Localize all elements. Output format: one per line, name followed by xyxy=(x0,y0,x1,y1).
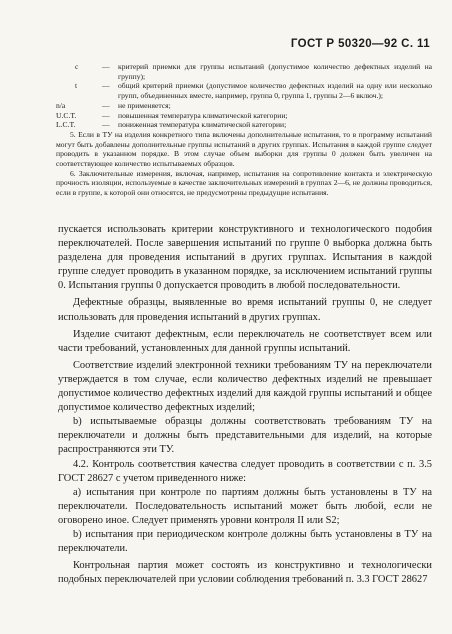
body-paragraph: Дефектные образцы, выявленные во время испытаний группы 0, не следует использовать для проведения испытаний в других группах. xyxy=(58,297,432,323)
definition-symbol: t xyxy=(75,81,78,91)
body-paragraph: Соответствие изделий электронной техники требованиям ТУ на переключатели утверждается в том случае, если количество дефектных изделий не превышает допустимое количество дефектных изделий для каждой группы испытаний и общее допустимое количество дефектных изделий; xyxy=(58,359,432,414)
body-paragraph: 4.2. Контроль соответствия качества следует проводить в соответствии с п. 3.5 ГОСТ 28627 с учетом приведенного ниже: xyxy=(58,458,432,484)
main-text xyxy=(58,223,432,587)
body-paragraph: b) испытания при периодическом контроле должны быть установлены в ТУ на переключатели. xyxy=(58,528,432,555)
definition-dash: — xyxy=(102,62,110,71)
note-paragraph: 5. Если в ТУ на изделия конкретного типа включены дополнительные испытания, то в программу испытаний могут быть добавлены дополнительные группы испытаний в других группах. Испытания в каждой группе следует проводить в указанном порядке. В этом случае объем выборки для группы 0 должен быть увеличен на соответствующее количество испытываемых образцов. xyxy=(56,129,432,169)
note-paragraph: 6. Заключительные измерения, включая, например, испытания на сопротивление контакта и электрическую прочность изоляции, используемые в качестве заключительных измерений в группах 2—6, не должны проводиться, если в группе, к которой они относятся, не предусмотрены предыдущие испытания. xyxy=(56,168,432,198)
definition-symbol: n/a xyxy=(56,100,66,110)
body-paragraph: Контрольная партия может состоять из конструктивно и технологически подобных переключателей при условии соблюдения требований п. 3.3 ГОСТ 28627 xyxy=(58,560,432,586)
definition-row xyxy=(56,101,432,111)
body-paragraph: b) испытываемые образцы должны соответствовать требованиям ТУ на переключатели и должны быть представительными для изделий, на которые распространяются эти ТУ. xyxy=(58,416,432,456)
definition-row xyxy=(56,111,432,121)
definition-text: не применяется; xyxy=(118,100,171,110)
definition-text: критерий приемки для группы испытаний (допустимое количество дефектных изделий на группу); xyxy=(118,62,432,81)
definition-text: пониженная температура климатической категории; xyxy=(118,120,287,130)
footnotes-block xyxy=(56,62,432,198)
definition-row xyxy=(56,120,432,130)
definition-dash: — xyxy=(102,81,110,91)
definition-dash: — xyxy=(102,110,110,120)
definition-symbol: L.C.T. xyxy=(56,120,76,130)
definition-symbol: U.C.T. xyxy=(56,110,77,120)
definition-dash: — xyxy=(102,120,110,130)
definition-text: общий критерий приемки (допустимое количество дефектных изделий на одну или несколько групп, объединенных вместе, например, группа 0, группа 1, группы 2—6 включ.); xyxy=(118,81,432,101)
definition-text: повышенная температура климатической категории; xyxy=(118,110,288,120)
page-header: ГОСТ Р 50320—92 С. 11 xyxy=(290,38,430,50)
body-paragraph: а) испытания при контроле по партиям должны быть установлены в ТУ на переключатели. Последовательность испытаний может быть любой, если не оговорено иное. Следует применять уровни контроля II или S2; xyxy=(58,486,432,526)
body-paragraph: пускается использовать критерии конструктивного и технологического подобия переключателей. После завершения испытаний по группе 0 выборка должна быть разделена для проведения испытаний в других группах. Испытания в каждой группе следует проводить в указанном порядке, за исключением испытаний группы 0. Испытания группы 0 допускается проводить в любой последовательности. xyxy=(58,224,432,292)
body-paragraph: Изделие считают дефектным, если переключатель не соответствует всем или части требований, установленных для данной группы испытаний. xyxy=(58,328,432,354)
definition-dash: — xyxy=(102,100,110,110)
definition-row xyxy=(56,62,432,81)
definition-row xyxy=(56,81,432,100)
definition-symbol: c xyxy=(75,62,79,71)
